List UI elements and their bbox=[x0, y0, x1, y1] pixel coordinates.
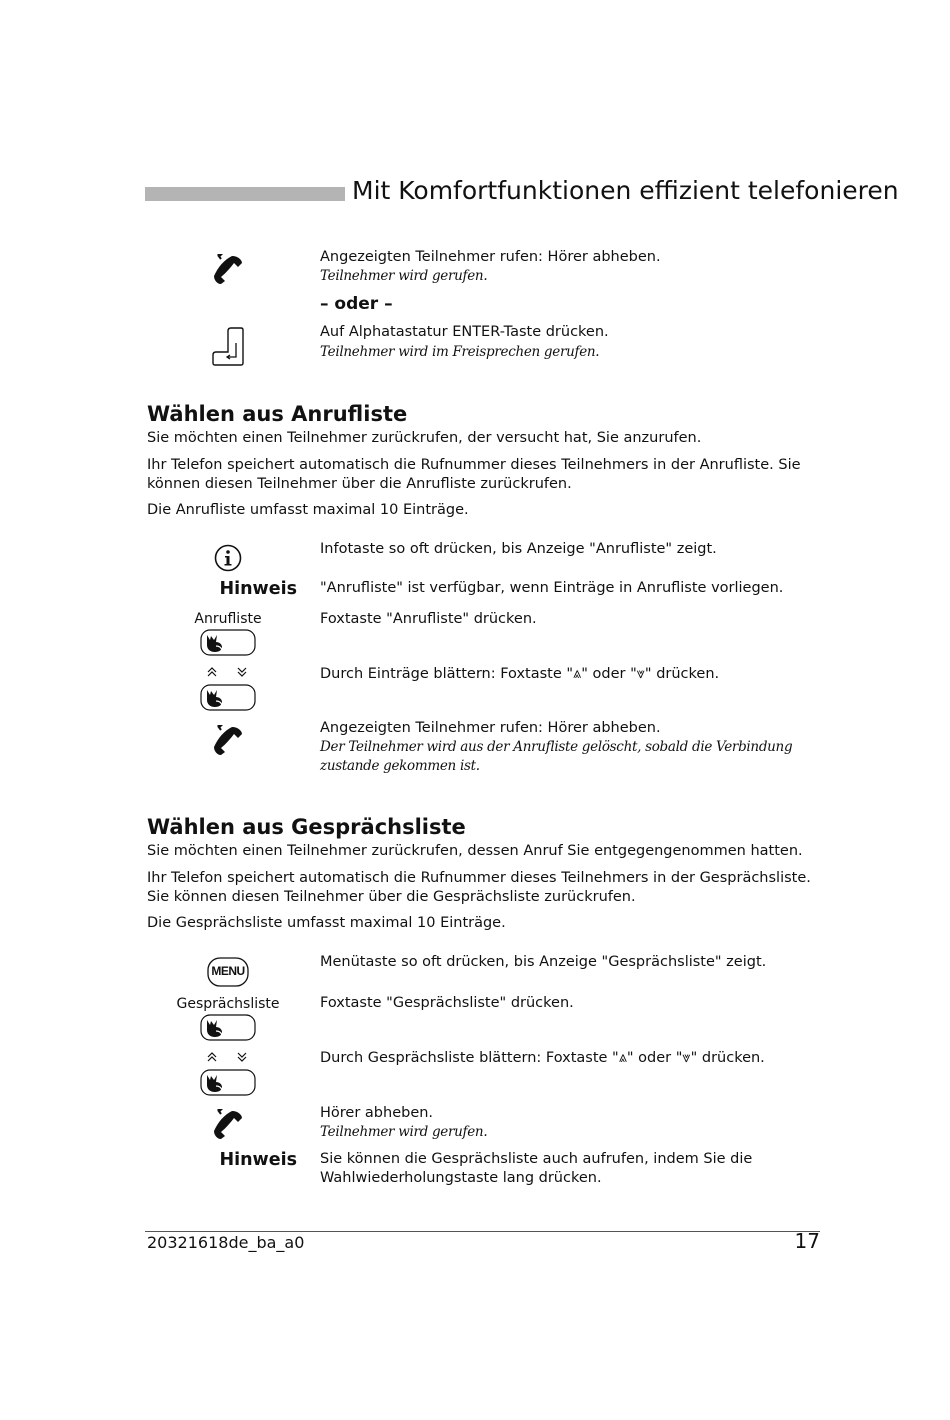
section1-paragraph-1: Sie möchten einen Teilnehmer zurückrufen, der versucht hat, Sie anzurufen. bbox=[147, 430, 702, 446]
handset-icon bbox=[212, 1107, 244, 1139]
hinweis-label: Hinweis bbox=[219, 1150, 297, 1170]
fox-key-icon[interactable] bbox=[200, 684, 256, 712]
step-fox-text: Foxtaste "Anrufliste" drücken. bbox=[320, 611, 537, 627]
fox-key-label: Gesprächsliste bbox=[176, 996, 280, 1012]
scroll-down-icon bbox=[236, 666, 248, 678]
step-call-result: Teilnehmer wird gerufen. bbox=[320, 1124, 488, 1140]
menu-key-icon[interactable] bbox=[207, 957, 249, 987]
enter-key-icon bbox=[211, 327, 245, 367]
scroll-down-icon bbox=[236, 1051, 248, 1063]
scroll-up-icon bbox=[206, 666, 218, 678]
footer-rule bbox=[145, 1231, 820, 1232]
step-call-text: Angezeigten Teilnehmer rufen: Hörer abheben. bbox=[320, 249, 661, 265]
menu-key-label: MENU bbox=[211, 964, 245, 978]
step-enter-text: Auf Alphatastatur ENTER-Taste drücken. bbox=[320, 324, 609, 340]
step-call-result: Der Teilnehmer wird aus der Anrufliste gelöscht, sobald die Verbindung zustande gekommen ist. bbox=[320, 739, 793, 774]
page-header-title: Mit Komfortfunktionen effizient telefonieren bbox=[352, 176, 899, 205]
step-call-result: Teilnehmer wird gerufen. bbox=[320, 268, 488, 284]
step-info-text: Infotaste so oft drücken, bis Anzeige "Anrufliste" zeigt. bbox=[320, 541, 717, 557]
section-heading-gespraechsliste: Wählen aus Gesprächsliste bbox=[147, 815, 466, 839]
step-scroll-text: Durch Gesprächsliste blättern: Foxtaste "⩓" oder "⩔" drücken. bbox=[320, 1050, 765, 1066]
fox-key-icon[interactable] bbox=[200, 1069, 256, 1097]
fox-key-icon[interactable] bbox=[200, 629, 256, 657]
step-call-text: Angezeigten Teilnehmer rufen: Hörer abheben. bbox=[320, 720, 661, 736]
handset-icon bbox=[212, 252, 244, 284]
page-number: 17 bbox=[794, 1229, 820, 1253]
section1-paragraph-2: Ihr Telefon speichert automatisch die Rufnummer dieses Teilnehmers in der Anrufliste. Sie können diesen Teilnehmer über die Anrufliste zurückrufen. bbox=[147, 457, 801, 492]
header-bar bbox=[145, 187, 345, 201]
scroll-up-icon bbox=[206, 1051, 218, 1063]
section2-paragraph-1: Sie möchten einen Teilnehmer zurückrufen, dessen Anruf Sie entgegengenommen hatten. bbox=[147, 843, 803, 859]
hinweis-label: Hinweis bbox=[219, 579, 297, 599]
document-id: 20321618de_ba_a0 bbox=[147, 1233, 305, 1252]
section2-paragraph-2: Ihr Telefon speichert automatisch die Rufnummer dieses Teilnehmers in der Gesprächsliste. Sie können diesen Teilnehmer über die Gesprächsliste zurückrufen. bbox=[147, 870, 811, 905]
section2-paragraph-3: Die Gesprächsliste umfasst maximal 10 Einträge. bbox=[147, 915, 506, 931]
section-heading-anrufliste: Wählen aus Anrufliste bbox=[147, 402, 408, 426]
step-menu-text: Menütaste so oft drücken, bis Anzeige "Gesprächsliste" zeigt. bbox=[320, 954, 767, 970]
fox-key-icon[interactable] bbox=[200, 1014, 256, 1042]
hinweis-text: "Anrufliste" ist verfügbar, wenn Einträge in Anrufliste vorliegen. bbox=[320, 580, 784, 596]
step-enter-result: Teilnehmer wird im Freisprechen gerufen. bbox=[320, 344, 600, 360]
info-icon bbox=[214, 544, 242, 572]
fox-key-label: Anrufliste bbox=[194, 611, 262, 627]
step-call-text: Hörer abheben. bbox=[320, 1105, 434, 1121]
oder-separator: – oder – bbox=[320, 294, 393, 314]
section1-paragraph-3: Die Anrufliste umfasst maximal 10 Einträge. bbox=[147, 502, 469, 518]
hinweis-text: Sie können die Gesprächsliste auch aufrufen, indem Sie die Wahlwiederholungstaste lang drücken. bbox=[320, 1151, 753, 1186]
step-fox-text: Foxtaste "Gesprächsliste" drücken. bbox=[320, 995, 574, 1011]
step-scroll-text: Durch Einträge blättern: Foxtaste "⩓" oder "⩔" drücken. bbox=[320, 666, 720, 682]
handset-icon bbox=[212, 723, 244, 755]
